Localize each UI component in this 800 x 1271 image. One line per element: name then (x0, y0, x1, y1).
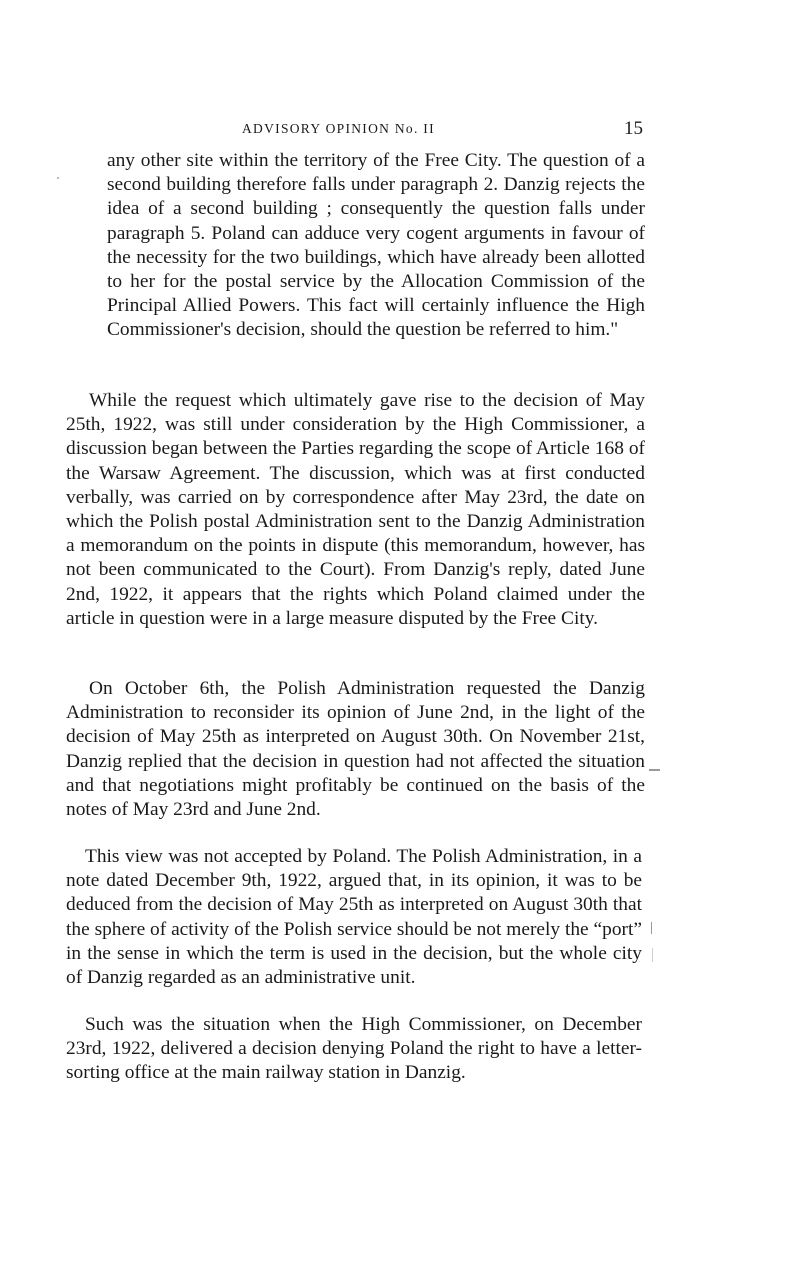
margin-tick (651, 922, 652, 934)
body-paragraph-2: On October 6th, the Polish Administration requested the Danzig Administration to reconsider its opinion of June 2nd, in the light of the decision of May 25th as interpreted on August 30th. On November 21st, Danzig replied that the decision in question had not affected the situation and that negotiations might profitably be continued on the basis of the notes of May 23rd and June 2nd. (66, 678, 645, 821)
page-number: 15 (624, 118, 643, 139)
body-paragraph-3: This view was not accepted by Poland. The Polish Administration, in a note dated December 9th, 1922, argued that, in its opinion, it was to be deduced from the decision of May 25th as interpreted on August 30th that the sphere of activity of the Polish service should be not merely the “port” in the sense in which the term is used in the decision, but the whole city of Danzig regarded as an administrative unit. (66, 846, 642, 989)
margin-tick (652, 948, 653, 962)
page-header (0, 118, 800, 142)
quoted-paragraph: any other site within the territory of the Free City. The question of a second building therefore falls under paragraph 2. Danzig rejects the idea of a second building ; consequently the question falls under paragraph 5. Poland can adduce very cogent arguments in favour of the necessity for the two buildings, which have already been allotted to her for the postal service by the Allocation Commission of the Principal Allied Powers. This fact will certainly influence the High Commissioner's decision, should the question be referred to him." (107, 150, 645, 341)
body-paragraph-1: While the request which ultimately gave rise to the decision of May 25th, 1922, was still under consideration by the High Commissioner, a discussion began between the Parties regarding the scope of Article 168 of the Warsaw Agreement. The discussion, which was at first conducted verbally, was carried on by correspondence after May 23rd, the date on which the Polish postal Administration sent to the Danzig Administration a memorandum on the points in dispute (this memorandum, however, has not been communicated to the Court). From Danzig's reply, dated June 2nd, 1922, it appears that the rights which Poland claimed under the article in question were in a large measure disputed by the Free City. (66, 390, 645, 629)
scan-speck (57, 177, 59, 179)
margin-mark (649, 769, 660, 771)
body-paragraph-4: Such was the situation when the High Commissioner, on December 23rd, 1922, delivered a decision denying Poland the right to have a letter-sorting office at the main railway station in Danzig. (66, 1014, 642, 1084)
running-title: ADVISORY OPINION No. II (242, 121, 435, 136)
